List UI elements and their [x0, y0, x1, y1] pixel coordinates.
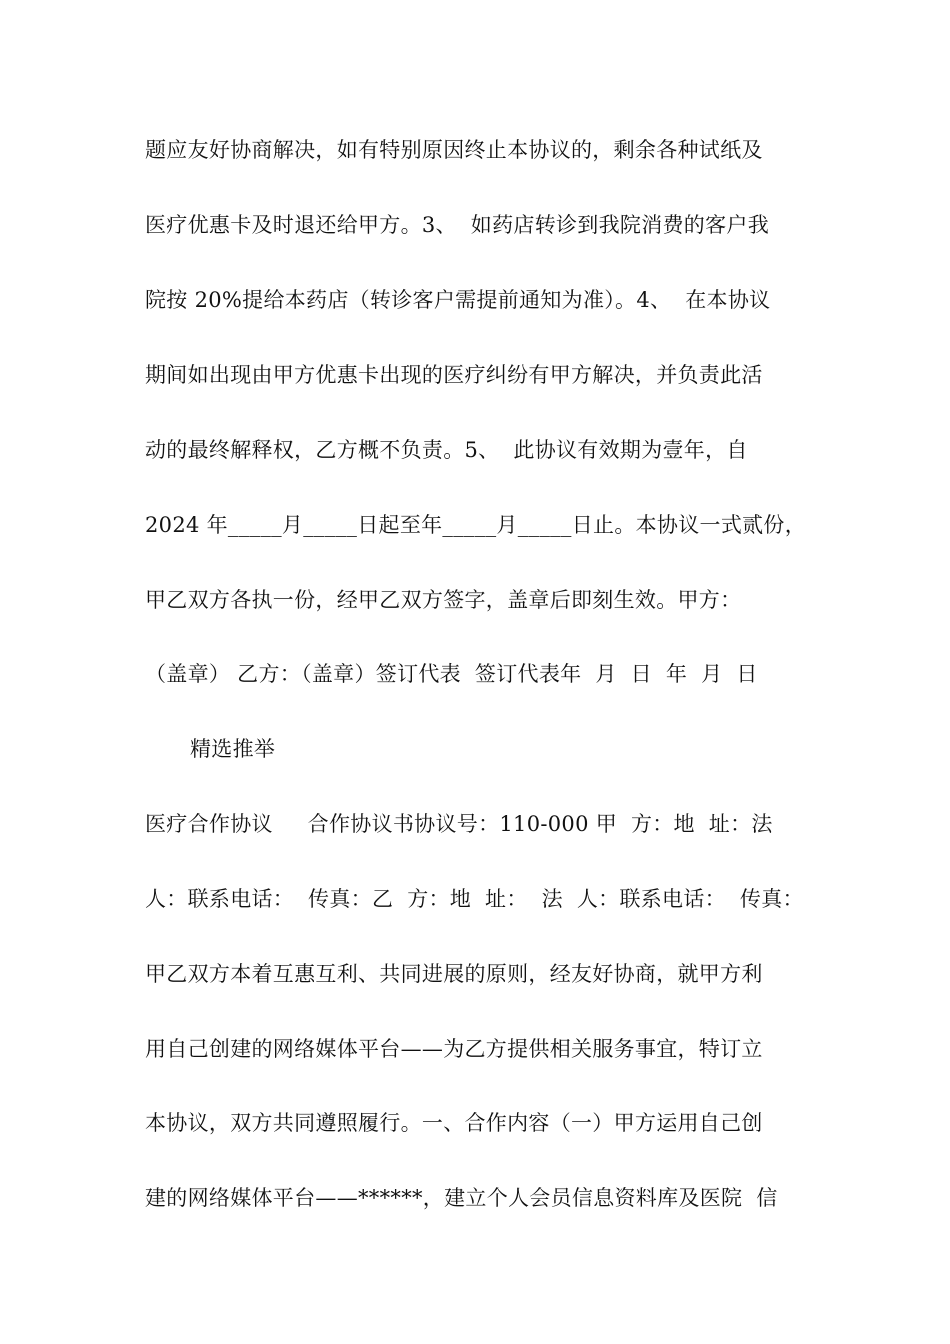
paragraph-line: 甲乙双方本着互惠互利、共同进展的原则，经友好协商，就甲方利	[145, 962, 763, 986]
signature-line: （盖章） 乙方：（盖章）签订代表 签订代表年 月 日 年 月 日	[145, 662, 758, 686]
paragraph-line: 动的最终解释权，乙方概不负责。5、 此协议有效期为壹年，自	[145, 438, 748, 462]
paragraph-line: 院按 20%提给本药店（转诊客户需提前通知为准）。4、 在本协议	[145, 288, 771, 312]
section-heading: 精选推举	[190, 737, 276, 761]
paragraph-line: 人：联系电话： 传真：乙 方：地 址： 法 人：联系电话： 传真：	[145, 887, 804, 911]
paragraph-line: 用自己创建的网络媒体平台——为乙方提供相关服务事宜，特订立	[145, 1037, 763, 1061]
paragraph-line: 医疗合作协议 合作协议书协议号：110-000 甲 方：地 址：法	[145, 812, 773, 836]
paragraph-line: 期间如出现由甲方优惠卡出现的医疗纠纷有甲方解决，并负责此活	[145, 363, 763, 387]
paragraph-line: 建的网络媒体平台——******，建立个人会员信息资料库及医院 信	[145, 1186, 778, 1210]
paragraph-line: 医疗优惠卡及时退还给甲方。3、 如药店转诊到我院消费的客户我	[145, 213, 770, 237]
paragraph-line: 甲乙双方各执一份，经甲乙双方签字，盖章后即刻生效。甲方：	[145, 588, 742, 612]
paragraph-line: 本协议，双方共同遵照履行。一、合作内容（一）甲方运用自己创	[145, 1111, 763, 1135]
paragraph-line: 2024 年_____月_____日起至年_____月_____日止。本协议一式贰份，	[145, 513, 807, 537]
paragraph-line: 题应友好协商解决，如有特别原因终止本协议的，剩余各种试纸及	[145, 138, 763, 162]
